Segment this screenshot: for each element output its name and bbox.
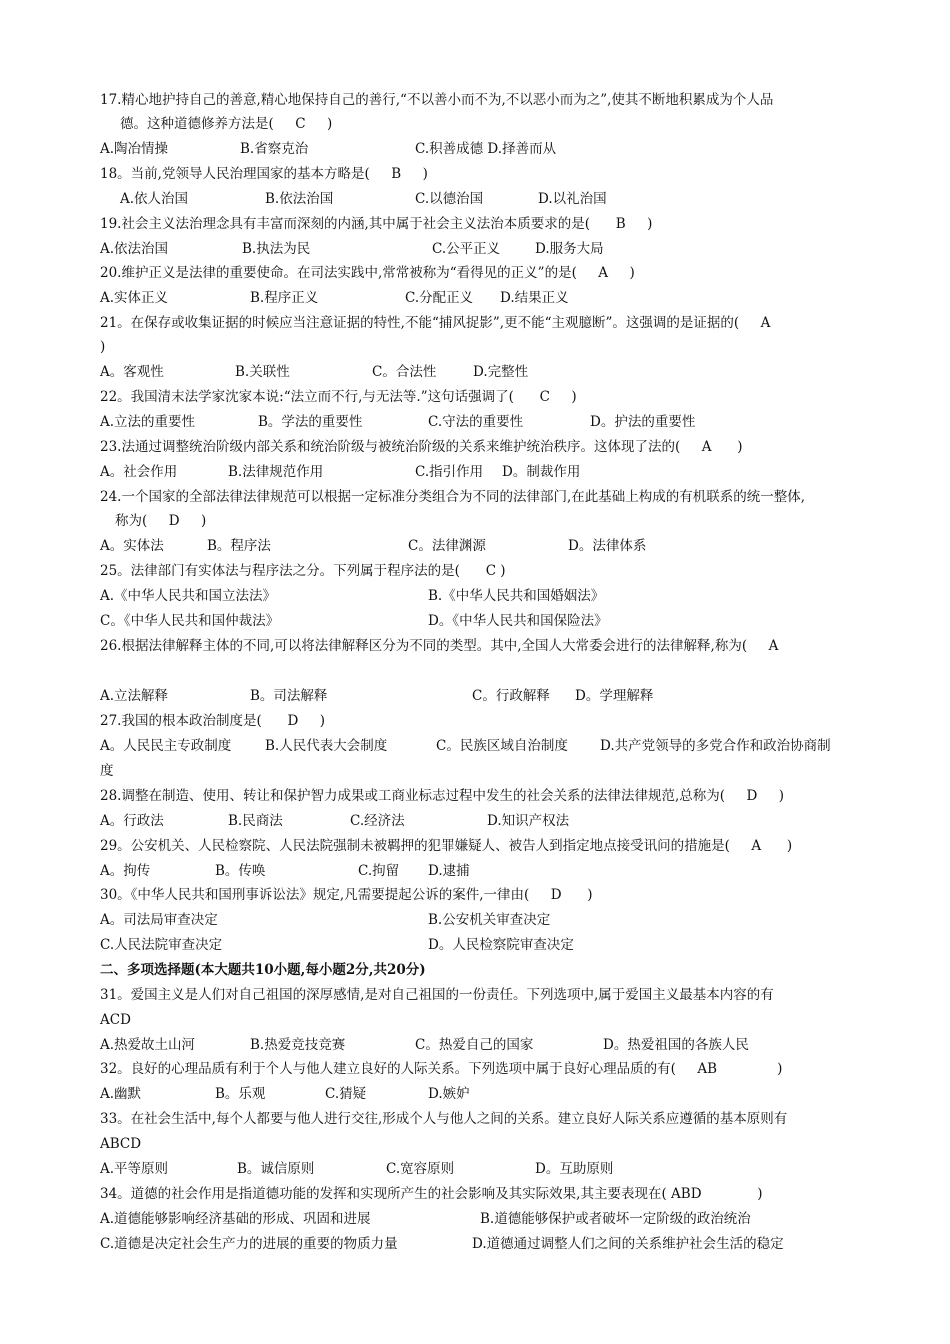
question-25: 25。法律部门有实体法与程序法之分。下列属于程序法的是( C ): [100, 563, 506, 579]
q20-option-b: B.程序正义: [250, 290, 319, 306]
q29-option-d: D.逮捕: [428, 863, 470, 879]
q20-option-a: A.实体正义: [100, 290, 169, 306]
q29-option-b: B。传唤: [215, 863, 266, 879]
q25-option-a: A.《中华人民共和国立法法》: [100, 588, 277, 604]
q22-option-d: D。护法的重要性: [590, 414, 696, 430]
q24-option-c: C。法律渊源: [408, 538, 486, 554]
q21-option-a: A。客观性: [100, 364, 164, 380]
q22-option-c: C.守法的重要性: [428, 414, 524, 430]
q22-option-a: A.立法的重要性: [100, 414, 196, 430]
q32-option-b: B。乐观: [215, 1086, 266, 1102]
question-23: 23.法通过调整统治阶级内部关系和统治阶级与被统治阶级的关系来维护统治秩序。这体现了法的( A ): [100, 439, 743, 455]
q33-option-d: D。互助原则: [535, 1161, 614, 1177]
question-30: 30。《中华人民共和国刑事诉讼法》规定,凡需要提起公诉的案件,一律由( D ): [100, 887, 593, 903]
q34-option-d: D.道德通过调整人们之间的关系维护社会生活的稳定: [472, 1236, 784, 1252]
q29-option-a: A。拘传: [100, 863, 151, 879]
q20-option-c: C.分配正义: [405, 290, 474, 306]
q26-option-c: C。行政解释: [472, 688, 550, 704]
question-33-answer: ABCD: [100, 1136, 142, 1152]
q30-option-d: D。人民检察院审查决定: [428, 937, 574, 953]
question-26: 26.根据法律解释主体的不同,可以将法律解释区分为不同的类型。其中,全国人大常委会进行的法律解释,称为( A: [100, 638, 779, 654]
q26-option-d: D。学理解释: [575, 688, 654, 704]
q23-option-c: C.指引作用: [415, 464, 484, 480]
q18-option-b: B.依法治国: [265, 191, 334, 207]
question-21-line-2: ): [100, 339, 106, 355]
question-22: 22。我国清末法学家沈家本说:“法立而不行,与无法等.”这句话强调了( C ): [100, 389, 577, 405]
q26-option-a: A.立法解释: [100, 688, 169, 704]
question-24-line-1: 24.一个国家的全部法律法律规范可以根据一定标准分类组合为不同的法律部门,在此基础上构成的有机联系的统一整体,: [100, 489, 806, 505]
q27-option-d: D.共产党领导的多党合作和政治协商制: [600, 738, 831, 754]
q28-option-c: C.经济法: [350, 813, 405, 829]
question-19: 19.社会主义法治理念具有丰富而深刻的内涵,其中属于社会主义法治本质要求的是( B ): [100, 216, 653, 232]
q19-option-c: C.公平正义: [432, 241, 501, 257]
q28-option-b: B.民商法: [228, 813, 283, 829]
q24-option-b: B。程序法: [207, 538, 271, 554]
q28-option-a: A。行政法: [100, 813, 164, 829]
q24-option-d: D。法律体系: [568, 538, 647, 554]
q19-option-d: D.服务大局: [535, 241, 604, 257]
question-31-answer: ACD: [100, 1012, 131, 1028]
q33-option-b: B。诚信原则: [237, 1161, 315, 1177]
q18-option-c: C.以德治国: [415, 191, 484, 207]
question-32: 32。良好的心理品质有利于个人与他人建立良好的人际关系。下列选项中属于良好心理品质的有( AB ): [100, 1061, 783, 1077]
q23-option-a: A。社会作用: [100, 464, 178, 480]
q27-option-a: A。人民民主专政制度: [100, 738, 232, 754]
question-28: 28.调整在制造、使用、转让和保护智力成果或工商业标志过程中发生的社会关系的法律法律规范,总称为( D ): [100, 788, 785, 804]
q34-option-b: B.道德能够保护或者破坏一定阶级的政治统治: [480, 1211, 751, 1227]
q23-option-b: B.法律规范作用: [228, 464, 324, 480]
q31-option-d: D。热爱祖国的各族人民: [603, 1037, 749, 1053]
question-33-line-1: 33。在社会生活中,每个人都要与他人进行交往,形成个人与他人之间的关系。建立良好人际关系应遵循的基本原则有: [100, 1111, 788, 1127]
q31-option-a: A.热爱故土山河: [100, 1037, 196, 1053]
question-17-line-2: 德。这种道德修养方法是( C ): [120, 116, 333, 132]
question-29: 29。公安机关、人民检察院、人民法院强制未被羁押的犯罪嫌疑人、被告人到指定地点接受讯问的措施是( A ): [100, 838, 793, 854]
q32-option-a: A.幽默: [100, 1086, 142, 1102]
q33-option-c: C.宽容原则: [386, 1161, 455, 1177]
q17-option-b: B.省察克治: [240, 141, 309, 157]
q21-option-c: C。合法性: [372, 364, 437, 380]
question-27: 27.我国的根本政治制度是( D ): [100, 713, 326, 729]
question-20: 20.维护正义是法律的重要使命。在司法实践中,常常被称为“看得见的正义”的是( A ): [100, 265, 635, 281]
q27-option-d-continued: 度: [100, 763, 114, 779]
question-34: 34。道德的社会作用是指道德功能的发挥和实现所产生的社会影响及其实际效果,其主要表现在( ABD ): [100, 1186, 763, 1202]
q19-option-a: A.依法治国: [100, 241, 169, 257]
q17-option-cd: C.积善成德 D.择善而从: [415, 141, 557, 157]
q34-option-a: A.道德能够影响经济基础的形成、巩固和进展: [100, 1211, 371, 1227]
section-heading-multiple-choice: 二、多项选择题(本大题共10小题,每小题2分,共20分): [100, 962, 426, 978]
q24-option-a: A。实体法: [100, 538, 164, 554]
q20-option-d: D.结果正义: [500, 290, 569, 306]
q21-option-d: D.完整性: [473, 364, 529, 380]
q22-option-b: B。学法的重要性: [258, 414, 363, 430]
q27-option-c: C。民族区域自治制度: [436, 738, 568, 754]
q17-option-a: A.陶冶情操: [100, 141, 169, 157]
q32-option-d: D.嫉妒: [428, 1086, 470, 1102]
question-17-line-1: 17.精心地护持自己的善意,精心地保持自己的善行,“不以善小而不为,不以恶小而为之”,使其不断地积累成为个人品: [100, 92, 774, 108]
question-18: 18。当前,党领导人民治理国家的基本方略是( B ): [100, 166, 428, 182]
q18-option-a: A.依人治国: [120, 191, 189, 207]
q21-option-b: B.关联性: [235, 364, 290, 380]
q29-option-c: C.拘留: [358, 863, 400, 879]
q34-option-c: C.道德是决定社会生产力的进展的重要的物质力量: [100, 1236, 398, 1252]
q30-option-c: C.人民法院审查决定: [100, 937, 223, 953]
q19-option-b: B.执法为民: [242, 241, 311, 257]
q30-option-b: B.公安机关审查决定: [428, 912, 551, 928]
q18-option-d: D.以礼治国: [538, 191, 607, 207]
q27-option-b: B.人民代表大会制度: [265, 738, 388, 754]
question-31-line-1: 31。爱国主义是人们对自己祖国的深厚感情,是对自己祖国的一份责任。下列选项中,属于爱国主义最基本内容的有: [100, 987, 774, 1003]
question-24-line-2: 称为( D ): [115, 513, 207, 529]
q28-option-d: D.知识产权法: [487, 813, 570, 829]
q30-option-a: A。司法局审查决定: [100, 912, 218, 928]
q32-option-c: C.猜疑: [325, 1086, 367, 1102]
q31-option-c: C。热爱自己的国家: [415, 1037, 534, 1053]
question-21-line-1: 21。在保存或收集证据的时候应当注意证据的特性,不能“捕风捉影”,更不能“主观臆断”。这强调的是证据的( A: [100, 315, 771, 331]
q26-option-b: B。司法解释: [250, 688, 328, 704]
q31-option-b: B.热爱竞技竞赛: [250, 1037, 346, 1053]
q25-option-b: B.《中华人民共和国婚姻法》: [428, 588, 605, 604]
q25-option-c: C。《中华人民共和国仲裁法》: [100, 613, 280, 629]
q25-option-d: D。《中华人民共和国保险法》: [428, 613, 608, 629]
q23-option-d: D。制裁作用: [502, 464, 581, 480]
q33-option-a: A.平等原则: [100, 1161, 169, 1177]
